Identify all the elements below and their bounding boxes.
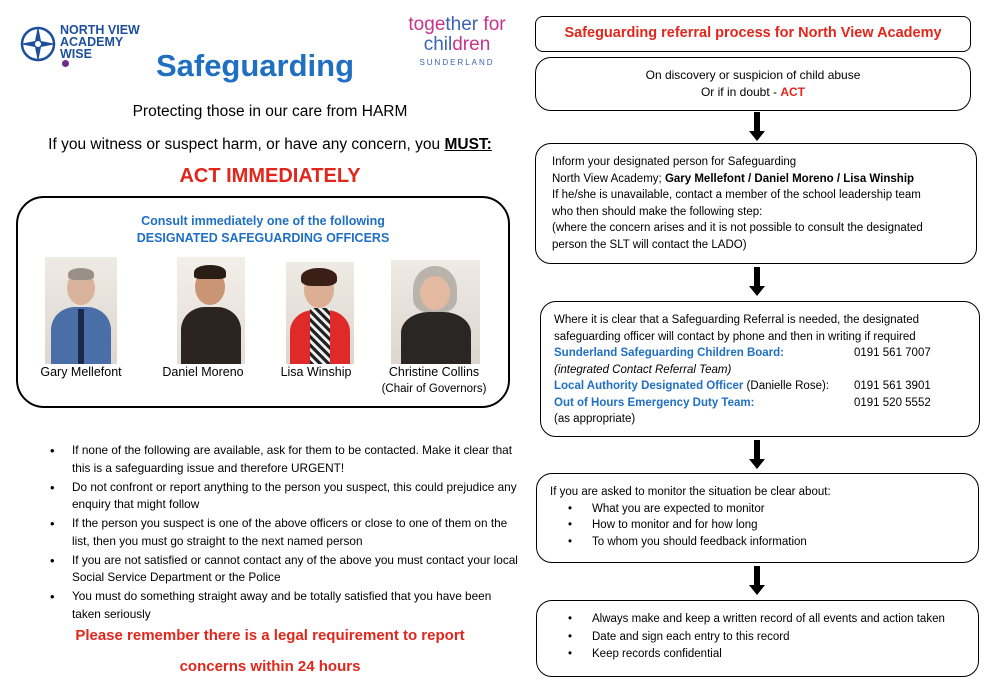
process-step-2 (535, 143, 977, 264)
officers-heading-2: DESIGNATED SAFEGUARDING OFFICERS (136, 231, 390, 245)
step1-line-2: Or if in doubt - (700, 84, 781, 99)
tfc-sunderland: SUNDERLAND (419, 58, 495, 67)
list-item: • If you are not satisfied or cannot contact any of the above you must contact your local Social Service Department or the Police (50, 552, 518, 587)
step3-line-1: Where it is clear that a Safeguarding Referral is needed, the designated (554, 314, 920, 326)
contact-note-2: (as appropriate) (554, 413, 636, 425)
process-title: Safeguarding referral process for North View Academy (535, 16, 971, 52)
list-item: • How to monitor and for how long (550, 517, 978, 534)
list-item: • What you are expected to monitor (550, 501, 978, 518)
must-word: MUST: (444, 136, 492, 153)
step2-line-5: (where the concern arises and it is not possible to consult the designated (552, 222, 923, 234)
legal-requirement-line-2: concerns within 24 hours (179, 658, 361, 675)
process-step-5 (536, 600, 979, 677)
officers-heading-1: Consult immediately one of the following (141, 214, 385, 228)
arrow-down-icon (749, 267, 765, 297)
contact-label: Sunderland Safeguarding Children Board: (554, 347, 785, 359)
list-item: • Always make and keep a written record of all events and action taken (550, 611, 978, 628)
list-item: • If none of the following are available, ask for them to be contacted. Make it clear that this is a safeguarding issue and therefore URGENT! (50, 442, 518, 477)
logo-line-2: ACADEMY (60, 35, 124, 49)
step1-line-1: On discovery or suspicion of child abuse (645, 68, 861, 82)
officer-name-2: Daniel Moreno (162, 365, 244, 379)
officer-photo-4 (391, 260, 480, 364)
list-item: • If the person you suspect is one of the above officers or close to one of them on the list, then you must go straight to the next named person (50, 515, 518, 550)
list-item: • Keep records confidential (550, 646, 978, 663)
contact-row (554, 345, 979, 362)
officer-photo-2 (177, 257, 245, 364)
instructions-list (50, 442, 518, 625)
arrow-down-icon (749, 112, 765, 142)
officer-photo-3 (286, 262, 354, 364)
step2-line-6: person the SLT will contact the LADO) (552, 238, 747, 251)
must-prefix: If you witness or suspect harm, or have any concern, you (48, 136, 445, 153)
compass-icon (18, 24, 58, 64)
together-for-children-logo (398, 15, 516, 75)
page-title: Safeguarding (155, 48, 355, 83)
contact-label: Out of Hours Emergency Duty Team: (554, 396, 755, 409)
contact-number: 0191 520 5552 (854, 396, 931, 409)
contact-number: 0191 561 3901 (854, 380, 931, 392)
officers-heading (16, 213, 510, 247)
arrow-down-icon (749, 440, 765, 470)
officer-role-4: (Chair of Governors) (381, 383, 487, 395)
officer-name-3: Lisa Winship (280, 365, 352, 379)
step2-names: Gary Mellefont / Daniel Moreno / Lisa Winship (664, 172, 915, 185)
contact-row (554, 378, 979, 395)
logo-line-1: NORTH VIEW (60, 23, 140, 37)
tfc-text: toge (408, 14, 446, 35)
subtitle: Protecting those in our care from HARM (132, 103, 408, 120)
contact-number: 0191 561 7007 (854, 347, 931, 359)
officer-photo-1 (45, 257, 117, 364)
tfc-text: dren (452, 34, 491, 55)
process-step-3 (540, 301, 980, 437)
step2-line-1: Inform your designated person for Safeguarding (552, 156, 797, 168)
officer-name-1: Gary Mellefont (40, 365, 122, 379)
step2-line-3: If he/she is unavailable, contact a member of the school leadership team (552, 189, 921, 201)
list-item: • To whom you should feedback information (550, 534, 978, 551)
process-step-1 (535, 57, 971, 111)
contact-note-1: (integrated Contact Referral Team) (554, 363, 732, 376)
contact-row (554, 395, 979, 412)
list-item: • Do not confront or report anything to the person you suspect, this could prejudice any enquiry that might follow (50, 479, 518, 514)
wise-dot-icon (62, 60, 69, 67)
logo-line-3: WISE (60, 47, 92, 61)
officer-name-4: Christine Collins (388, 365, 480, 379)
tfc-text: ther (445, 14, 479, 35)
step1-act: ACT (780, 84, 806, 99)
arrow-down-icon (749, 566, 765, 596)
contact-extra: (Danielle Rose): (743, 380, 830, 392)
contact-label: Local Authority Designated Officer (554, 380, 744, 392)
legal-requirement-line-1: Please remember there is a legal requirement to report (75, 627, 465, 644)
tfc-text: chil (423, 34, 453, 55)
step3-line-2: safeguarding officer will contact by phone and then in writing if required (554, 330, 916, 343)
process-step-4 (536, 473, 979, 563)
must-line (20, 136, 520, 154)
step2-line-2: North View Academy; (552, 172, 665, 185)
act-immediately: ACT IMMEDIATELY (179, 165, 361, 187)
step4-intro: If you are asked to monitor the situation be clear about: (550, 486, 831, 498)
step2-line-4: who then should make the following step: (552, 205, 763, 218)
list-item: • You must do something straight away and be totally satisfied that you have been taken seriously (50, 588, 518, 623)
tfc-text: for (478, 14, 506, 35)
list-item: • Date and sign each entry to this record (550, 629, 978, 646)
